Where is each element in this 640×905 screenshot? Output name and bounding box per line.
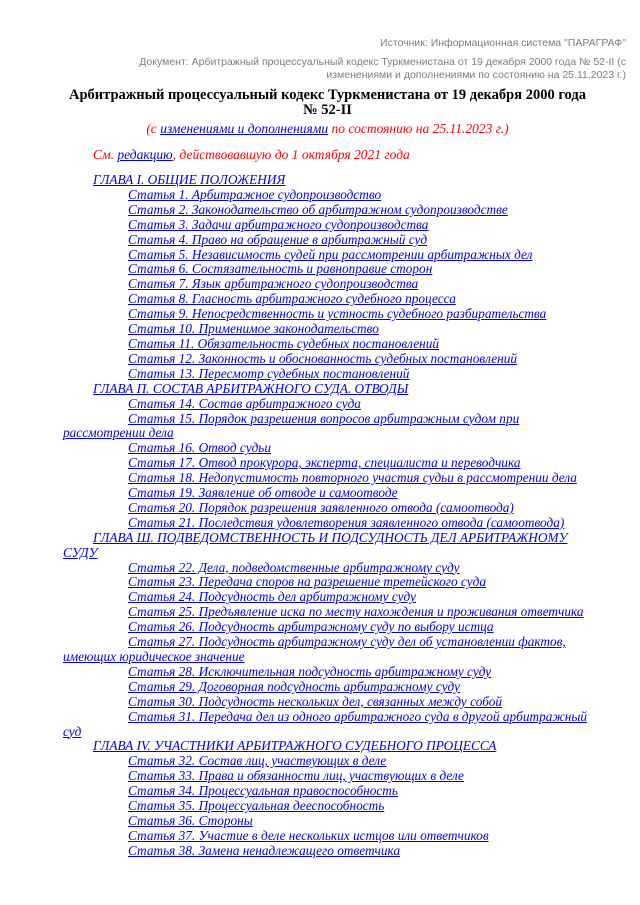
toc-article-row xyxy=(63,233,592,248)
article-link[interactable]: Статья 1. Арбитражное судопроизводство xyxy=(128,186,382,202)
toc-article-row xyxy=(63,337,592,352)
amendments-line xyxy=(63,121,592,136)
article-link[interactable]: Статья 12. Законность и обоснованность судебных постановлений xyxy=(128,350,518,366)
revision-line xyxy=(63,147,592,162)
chapter-link[interactable]: ГЛАВА IV. УЧАСТНИКИ АРБИТРАЖНОГО СУДЕБНОГО ПРОЦЕССА xyxy=(93,738,497,754)
article-link[interactable]: Статья 29. Договорная подсудность арбитражному суду xyxy=(128,678,461,694)
amendments-prefix: (с xyxy=(146,121,161,136)
article-link[interactable]: Статья 13. Пересмотр судебных постановлений xyxy=(128,365,410,381)
article-link[interactable]: Статья 3. Задачи арбитражного судопроизводства xyxy=(128,216,429,232)
amendments-suffix: по состоянию на 25.11.2023 г.) xyxy=(328,121,509,136)
toc-article-row xyxy=(63,218,592,233)
article-link[interactable]: Статья 18. Недопустимость повторного участия судьи в рассмотрении дела xyxy=(128,470,577,486)
article-link[interactable]: Статья 6. Состязательность и равноправие сторон xyxy=(128,261,433,277)
article-link[interactable]: Статья 28. Исключительная подсудность арбитражному суду xyxy=(128,663,492,679)
amendments-link[interactable]: изменениями и дополнениями xyxy=(160,121,329,136)
toc-article-row xyxy=(63,367,592,382)
article-link[interactable]: Статья 36. Стороны xyxy=(128,812,253,828)
toc-chapter-row xyxy=(63,173,592,188)
toc-article-row xyxy=(63,561,592,576)
toc-article-row xyxy=(63,665,592,680)
toc-article-row xyxy=(63,412,592,442)
revision-link[interactable]: редакцию xyxy=(117,147,173,162)
toc-article-row xyxy=(63,292,592,307)
toc-article-row xyxy=(63,471,592,486)
toc-article-row xyxy=(63,635,592,665)
article-link[interactable]: Статья 26. Подсудность арбитражному суду по выбору истца xyxy=(128,619,494,635)
article-link[interactable]: Статья 31. Передача дел из одного арбитражного суда в другой арбитражный суд xyxy=(63,708,587,739)
chapter-link[interactable]: ГЛАВА П. СОСТАВ АРБИТРАЖНОГО СУДА. ОТВОДЫ xyxy=(93,380,409,396)
toc-article-row xyxy=(63,456,592,471)
article-link[interactable]: Статья 34. Процессуальная правоспособность xyxy=(128,783,398,799)
article-link[interactable]: Статья 15. Порядок разрешения вопросов арбитражным судом при рассмотрении дела xyxy=(63,410,520,441)
toc-article-row xyxy=(63,754,592,769)
article-link[interactable]: Статья 21. Последствия удовлетворения заявленного отвода (самоотвода) xyxy=(128,514,565,530)
toc-article-row xyxy=(63,501,592,516)
table-of-contents xyxy=(63,173,592,859)
page-title: Арбитражный процессуальный кодекс Туркменистана от 19 декабря 2000 года № 52-II xyxy=(69,87,586,118)
toc-article-row xyxy=(63,277,592,292)
toc-article-row xyxy=(63,620,592,635)
chapter-link[interactable]: ГЛАВА I. ОБЩИЕ ПОЛОЖЕНИЯ xyxy=(93,172,286,187)
article-link[interactable]: Статья 17. Отвод прокурора, эксперта, специалиста и переводчика xyxy=(128,455,521,471)
toc-article-row xyxy=(63,352,592,367)
article-link[interactable]: Статья 24. Подсудность дел арбитражному суду xyxy=(128,589,416,605)
toc-article-row xyxy=(63,605,592,620)
meta-block xyxy=(90,37,626,82)
revision-prefix: См. xyxy=(93,147,118,162)
revision-suffix: , действовавшую до 1 октября 2021 года xyxy=(172,147,410,162)
article-link[interactable]: Статья 11. Обязательность судебных постановлений xyxy=(128,335,440,351)
article-link[interactable]: Статья 10. Применимое законодательство xyxy=(128,321,379,337)
toc-article-row xyxy=(63,397,592,412)
article-link[interactable]: Статья 4. Право на обращение в арбитражный суд xyxy=(128,231,428,247)
toc-article-row xyxy=(63,710,592,740)
article-link[interactable]: Статья 5. Независимость судей при рассмотрении арбитражных дел xyxy=(128,246,533,262)
article-link[interactable]: Статья 9. Непосредственность и устность судебного разбирательства xyxy=(128,306,547,322)
toc-article-row xyxy=(63,844,592,859)
article-link[interactable]: Статья 37. Участие в деле нескольких истцов или ответчиков xyxy=(128,827,489,843)
toc-article-row xyxy=(63,784,592,799)
article-link[interactable]: Статья 33. Права и обязанности лиц, участвующих в деле xyxy=(128,768,464,784)
article-link[interactable]: Статья 38. Замена ненадлежащего ответчика xyxy=(128,842,401,858)
article-link[interactable]: Статья 23. Передача споров на разрешение третейского суда xyxy=(128,574,487,590)
article-link[interactable]: Статья 19. Заявление об отводе и самоотводе xyxy=(128,485,398,501)
toc-article-row xyxy=(63,203,592,218)
toc-article-row xyxy=(63,814,592,829)
source-line: Источник: Информационная система "ПАРАГРАФ" xyxy=(380,37,626,49)
toc-article-row xyxy=(63,441,592,456)
article-link[interactable]: Статья 20. Порядок разрешения заявленного отвода (самоотвода) xyxy=(128,499,514,515)
toc-article-row xyxy=(63,829,592,844)
toc-chapter-row xyxy=(63,531,592,561)
chapter-link[interactable]: ГЛАВА Ш. ПОДВЕДОМСТВЕННОСТЬ И ПОДСУДНОСТЬ ДЕЛ АРБИТРАЖНОМУ СУДУ xyxy=(63,529,568,560)
article-link[interactable]: Статья 8. Гласность арбитражного судебного процесса xyxy=(128,291,456,307)
toc-article-row xyxy=(63,695,592,710)
toc-article-row xyxy=(63,188,592,203)
toc-chapter-row xyxy=(63,382,592,397)
toc-article-row xyxy=(63,516,592,531)
article-link[interactable]: Статья 32. Состав лиц, участвующих в деле xyxy=(128,753,387,769)
article-link[interactable]: Статья 16. Отвод судьи xyxy=(128,440,271,456)
article-link[interactable]: Статья 25. Предъявление иска по месту нахождения и проживания ответчика xyxy=(128,604,584,620)
toc-article-row xyxy=(63,769,592,784)
article-link[interactable]: Статья 22. Дела, подведомственные арбитражному суду xyxy=(128,559,460,575)
article-link[interactable]: Статья 7. Язык арбитражного судопроизводства xyxy=(128,276,419,292)
toc-article-row xyxy=(63,262,592,277)
article-link[interactable]: Статья 14. Состав арбитражного суда xyxy=(128,395,361,411)
document-line: Документ: Арбитражный процессуальный кодекс Туркменистана от 19 декабря 2000 года № 52-II (с изменениями и дополнениями по состоянию на 25.11.2023 г.) xyxy=(139,56,626,81)
toc-article-row xyxy=(63,322,592,337)
article-link[interactable]: Статья 30. Подсудность нескольких дел, связанных между собой xyxy=(128,693,503,709)
toc-article-row xyxy=(63,575,592,590)
article-link[interactable]: Статья 27. Подсудность арбитражному суду дел об установлении фактов, имеющих юридическое значение xyxy=(63,634,566,664)
toc-article-row xyxy=(63,680,592,695)
article-link[interactable]: Статья 35. Процессуальная дееспособность xyxy=(128,798,385,814)
toc-chapter-row xyxy=(63,739,592,754)
toc-article-row xyxy=(63,590,592,605)
toc-article-row xyxy=(63,248,592,263)
toc-article-row xyxy=(63,486,592,501)
article-link[interactable]: Статья 2. Законодательство об арбитражном судопроизводстве xyxy=(128,201,508,217)
toc-article-row xyxy=(63,799,592,814)
toc-article-row xyxy=(63,307,592,322)
